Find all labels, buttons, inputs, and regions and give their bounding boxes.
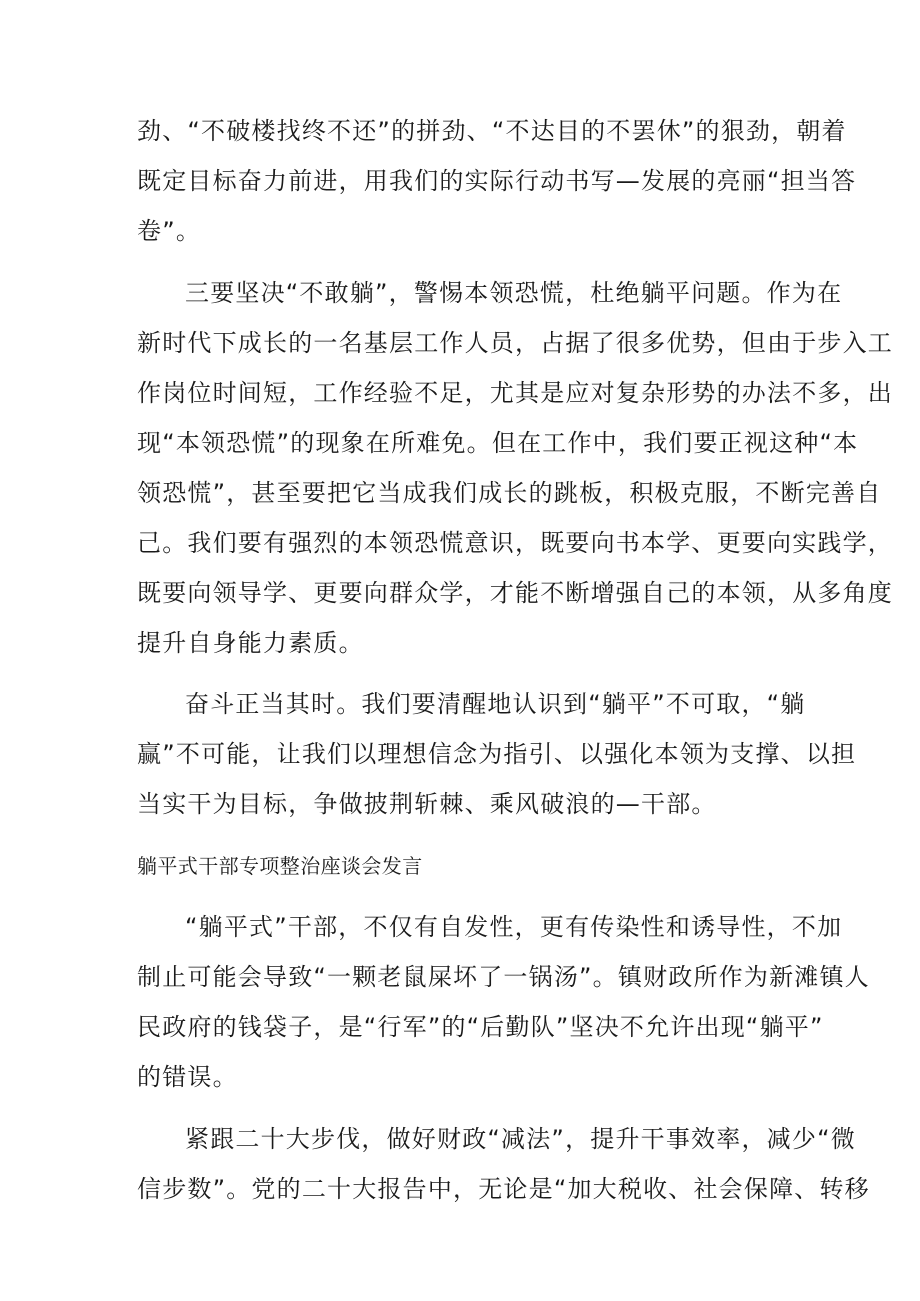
text-line: 新时代下成长的一名基层工作人员，占据了很多优势，但由于步入工 — [137, 329, 893, 357]
text-line: “躺平式”干部，不仅有自发性，更有传染性和诱导性，不加 — [185, 913, 843, 941]
text-line: 领恐慌”，甚至要把它当成我们成长的跳板，积极克服，不断完善自 — [137, 479, 882, 507]
text-line: 的错误。 — [137, 1063, 238, 1091]
text-line: 既定目标奋力前进，用我们的实际行动书写—发展的亮丽“担当答 — [137, 167, 857, 195]
text-line: 奋斗正当其时。我们要清醒地认识到“躺平”不可取，“躺 — [185, 690, 806, 718]
text-line: 既要向领导学、更要向群众学，才能不断增强自己的本领，从多角度 — [137, 579, 893, 607]
text-line: 紧跟二十大步伐，做好财政“减法”，提升干事效率，减少“微 — [185, 1125, 856, 1153]
text-line: 当实干为目标，争做披荆斩棘、乘风破浪的—干部。 — [137, 790, 717, 818]
text-line: 三要坚决“不敢躺”，警惕本领恐慌，杜绝躺平问题。作为在 — [185, 279, 843, 307]
text-line: 提升自身能力素质。 — [137, 629, 364, 657]
text-line: 卷”。 — [137, 217, 202, 245]
text-line: 制止可能会导致“一颗老鼠屎坏了一锅汤”。镇财政所作为新滩镇人 — [137, 963, 870, 991]
text-line: 作岗位时间短，工作经验不足，尤其是应对复杂形势的办法不多，出 — [137, 379, 893, 407]
text-line: 信步数”。党的二十大报告中，无论是“加大税收、社会保障、转移 — [137, 1175, 870, 1203]
text-line: 现“本领恐慌”的现象在所难免。但在工作中，我们要正视这种“本 — [137, 429, 859, 457]
text-line: 民政府的钱袋子，是“行军”的“后勤队”坚决不允许出现“躺平” — [137, 1013, 824, 1041]
section-heading: 躺平式干部专项整治座谈会发言 — [137, 854, 423, 878]
text-line: 赢”不可能，让我们以理想信念为指引、以强化本领为支撑、以担 — [137, 740, 857, 768]
text-line: 劲、“不破楼找终不还”的拼劲、“不达目的不罢休”的狠劲，朝着 — [137, 117, 847, 145]
text-line: 己。我们要有强烈的本领恐慌意识，既要向书本学、更要向实践学， — [137, 529, 893, 557]
